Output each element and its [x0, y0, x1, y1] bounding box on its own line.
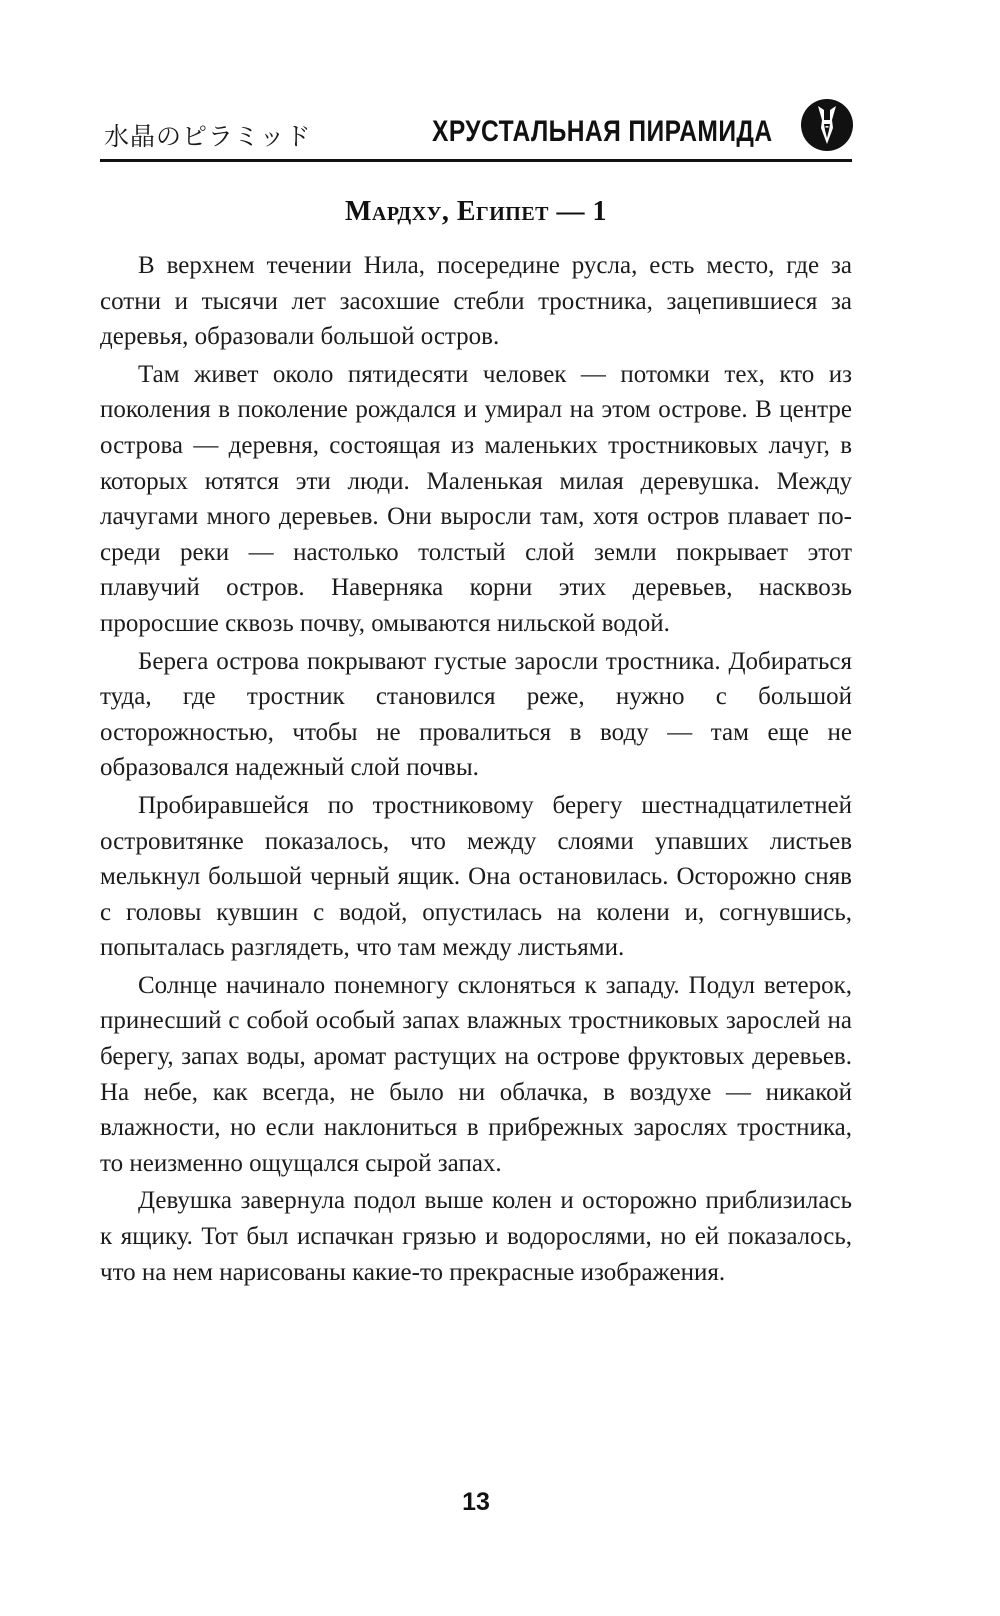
paragraph: Солнце начинало понемногу склоняться к западу. Подул ветерок, принесший с собой особый запах влажных тростниковых зарослей на берегу, запах воды, аромат растущих на острове фруктовых деревьев. На небе, как всегда, не было ни облачка, в воздухе — никакой влажности, но если наклониться в прибрежных зарослях тростника, то неизменно ощущался сырой запах. — [100, 971, 852, 1177]
page-number: 13 — [462, 1488, 490, 1516]
paragraph: В верхнем течении Нила, посередине русла, есть место, где за сотни и тысячи лет засохшие стебли тростника, зацепившиеся за деревья, образовали большой остров. — [100, 252, 852, 351]
body-text — [100, 248, 852, 1292]
series-title-japanese: 水晶のピラミッド — [104, 122, 312, 151]
paragraph: Берега острова покрывают густые заросли тростника. Добираться туда, где тростник становился реже, нужно с большой осторожностью, чтобы не провалиться в воду — там еще не образовался надежный слой почвы. — [100, 647, 852, 782]
paragraph: Девушка завернула подол выше колен и осторожно приблизилась к ящику. Тот был испачкан грязью и водорослями, но ей показалось, что на нем нарисованы какие-то прекрасные изображения. — [100, 1187, 852, 1286]
series-title-russian: ХРУСТАЛЬНАЯ ПИРАМИДА — [432, 115, 773, 148]
header-rule — [100, 159, 852, 162]
paragraph: Там живет около пятидесяти человек — потомки тех, кто из поколения в поколение рождался и умирал на этом острове. В центре острова — деревня, состоящая из маленьких тростниковых лачуг, в которых ютятся эти люди. Маленькая милая деревушка. Между лачугами много деревьев. Они выросли там, хотя остров плавает посреди реки — настолько толстый слой земли покрывает этот плавучий остров. Наверняка корни этих деревьев, насквозь проросшие сквозь почву, омываются нильской водой. — [100, 360, 852, 637]
paragraph: Пробиравшейся по тростниковому берегу шестнадцатилетней островитянке показалось, что между слоями упавших листьев мелькнул большой черный ящик. Она остановилась. Осторожно сняв с головы кувшин с водой, опустилась на колени и, согнувшись, попыталась разглядеть, что там между листьями. — [100, 791, 852, 962]
anubis-emblem-icon — [800, 98, 854, 152]
chapter-title: Мардху, Египет — 1 — [344, 196, 608, 227]
